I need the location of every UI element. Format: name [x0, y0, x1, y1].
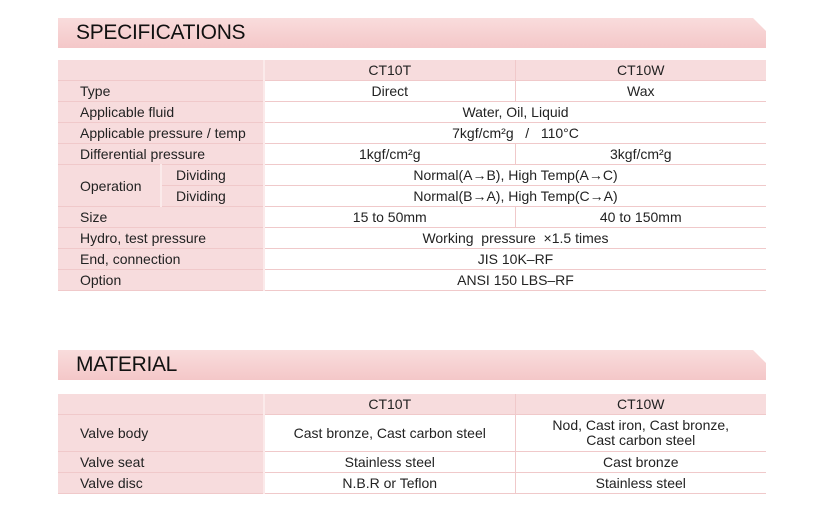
row-label-end-connection: End, connection	[58, 249, 264, 270]
table-row	[58, 452, 766, 473]
row-label-type: Type	[58, 81, 264, 102]
table-header-row	[58, 394, 766, 415]
column-header-ct10t: CT10T	[264, 60, 515, 81]
option-value: ANSI 150 LBS–RF	[264, 270, 766, 291]
valve-disc-ct10w: Stainless steel	[515, 473, 766, 494]
operation-sub-1: Dividing	[161, 165, 264, 186]
specifications-table	[58, 60, 766, 291]
row-label-size: Size	[58, 207, 264, 228]
valve-seat-ct10t: Stainless steel	[264, 452, 515, 473]
row-label-hydro: Hydro, test pressure	[58, 228, 264, 249]
row-label-operation: Operation	[58, 165, 161, 207]
valve-seat-ct10w: Cast bronze	[515, 452, 766, 473]
table-row	[58, 144, 766, 165]
material-title: MATERIAL	[76, 353, 178, 376]
table-row	[58, 123, 766, 144]
differential-ct10w: 3kgf/cm²g	[515, 144, 766, 165]
table-row	[58, 270, 766, 291]
row-label-pressure-temp: Applicable pressure / temp	[58, 123, 264, 144]
size-ct10w: 40 to 150mm	[515, 207, 766, 228]
type-ct10t: Direct	[264, 81, 515, 102]
row-label-differential: Differential pressure	[58, 144, 264, 165]
size-ct10t: 15 to 50mm	[264, 207, 515, 228]
table-row	[58, 102, 766, 123]
operation-sub-2: Dividing	[161, 186, 264, 207]
table-row	[58, 473, 766, 494]
fluid-value: Water, Oil, Liquid	[264, 102, 766, 123]
valve-body-ct10w-line2: Cast carbon steel	[586, 432, 696, 448]
table-row	[58, 415, 766, 452]
table-row	[58, 228, 766, 249]
column-header-ct10w: CT10W	[515, 60, 766, 81]
hydro-value: Working pressure ×1.5 times	[264, 228, 766, 249]
specifications-header	[58, 18, 766, 48]
valve-body-ct10w	[515, 415, 766, 452]
table-header-row	[58, 60, 766, 81]
row-label-option: Option	[58, 270, 264, 291]
valve-disc-ct10t: N.B.R or Teflon	[264, 473, 515, 494]
specifications-title: SPECIFICATIONS	[76, 21, 246, 44]
operation-value-1: Normal(A→B), High Temp(A→C)	[264, 165, 766, 186]
column-header-ct10w: CT10W	[515, 394, 766, 415]
row-label-valve-body: Valve body	[58, 415, 264, 452]
table-row	[58, 165, 766, 186]
valve-body-ct10t: Cast bronze, Cast carbon steel	[264, 415, 515, 452]
row-label-fluid: Applicable fluid	[58, 102, 264, 123]
row-label-valve-seat: Valve seat	[58, 452, 264, 473]
operation-value-2: Normal(B→A), High Temp(C→A)	[264, 186, 766, 207]
table-row	[58, 207, 766, 228]
column-header-ct10t: CT10T	[264, 394, 515, 415]
type-ct10w: Wax	[515, 81, 766, 102]
header-blank	[58, 394, 264, 415]
table-row	[58, 186, 766, 207]
material-header	[58, 350, 766, 380]
differential-ct10t: 1kgf/cm²g	[264, 144, 515, 165]
material-table	[58, 394, 766, 494]
row-label-valve-disc: Valve disc	[58, 473, 264, 494]
table-row	[58, 249, 766, 270]
table-row	[58, 81, 766, 102]
pressure-temp-value: 7kgf/cm²g / 110°C	[264, 123, 766, 144]
header-blank	[58, 60, 264, 81]
end-connection-value: JIS 10K–RF	[264, 249, 766, 270]
valve-body-ct10w-line1: Nod, Cast iron, Cast bronze,	[552, 417, 730, 433]
